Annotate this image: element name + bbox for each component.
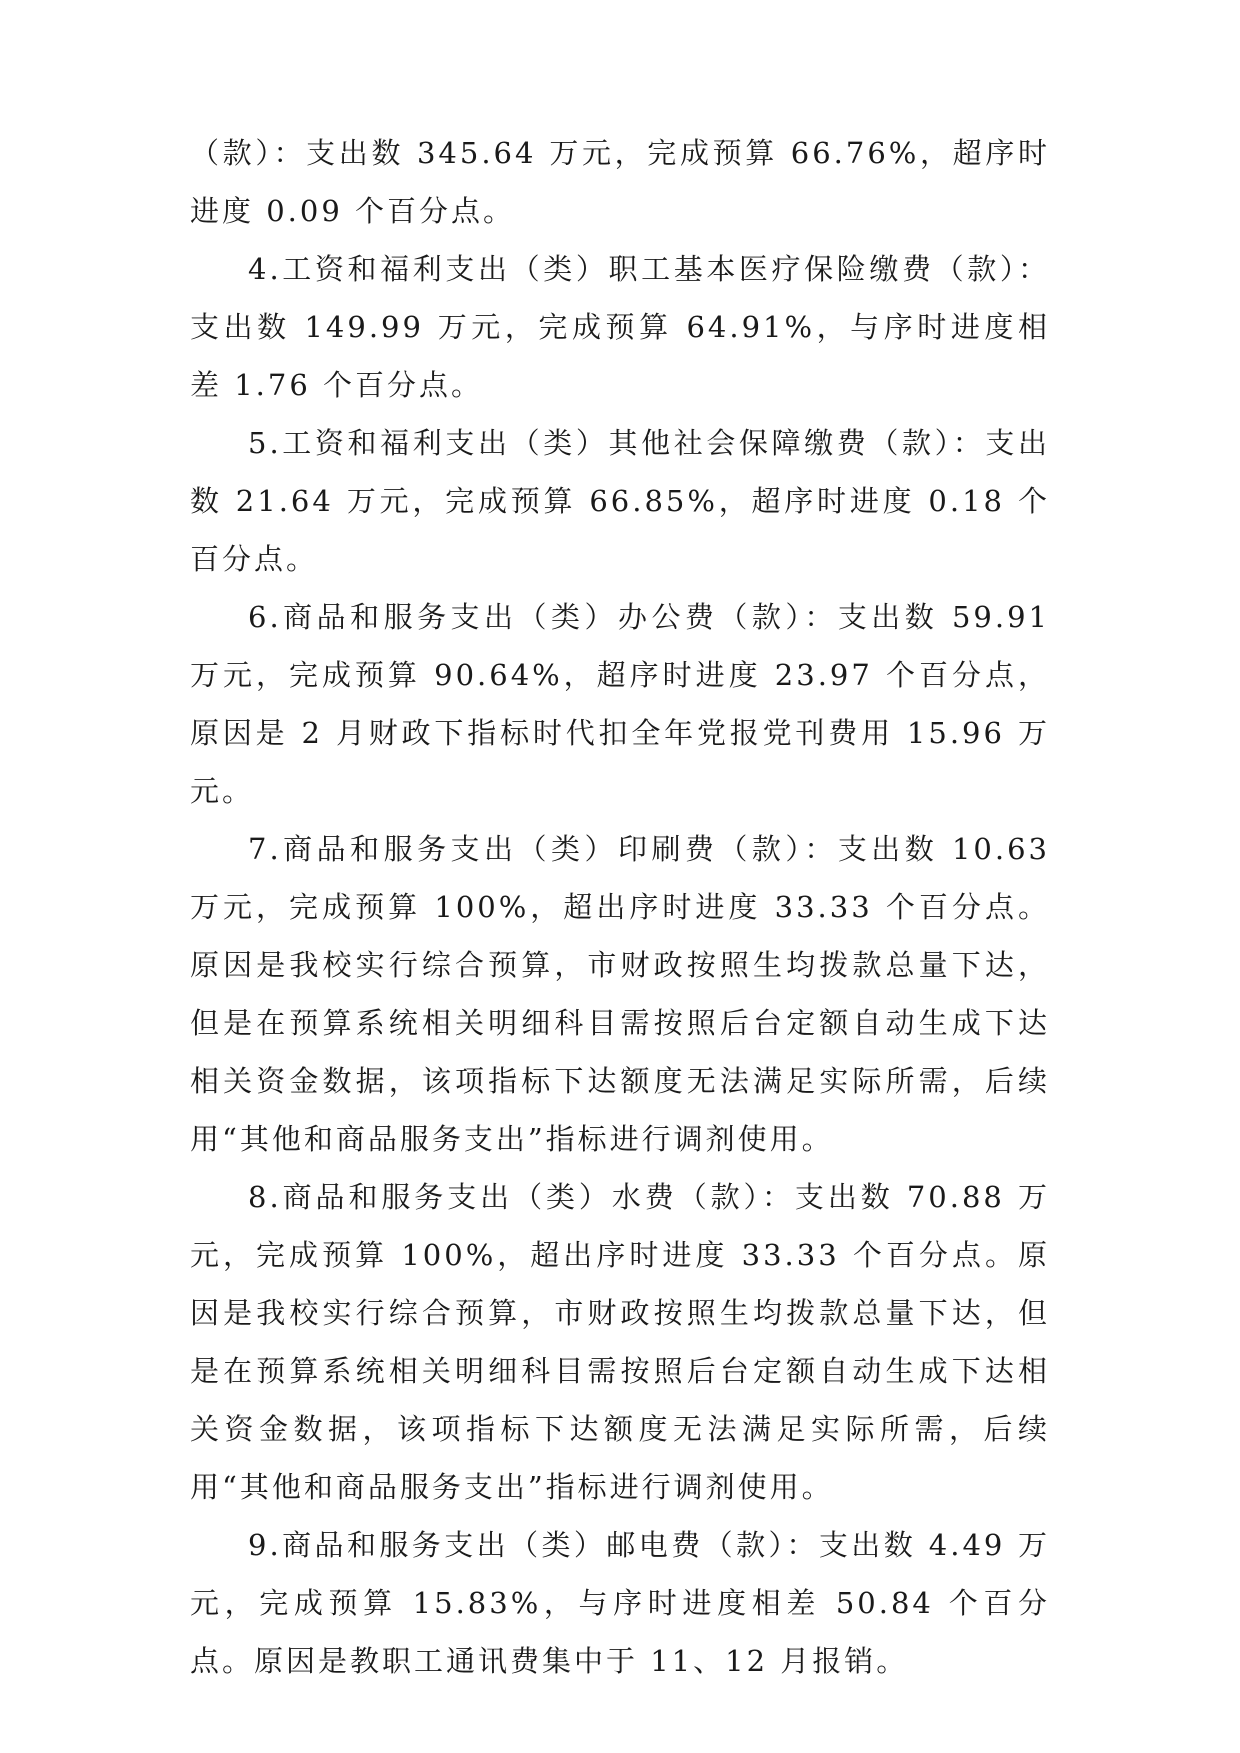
- paragraph-continued: （款）：支出数 345.64 万元，完成预算 66.76%，超序时进度 0.09 个百分点。: [190, 136, 1050, 228]
- paragraph-item-5: 5.工资和福利支出（类）其他社会保障缴费（款）：支出数 21.64 万元，完成预算 66.85%，超序时进度 0.18 个百分点。: [190, 426, 1050, 576]
- paragraph-item-7: 7.商品和服务支出（类）印刷费（款）：支出数 10.63 万元，完成预算 100%，超出序时进度 33.33 个百分点。原因是我校实行综合预算，市财政按照生均拨款总量下达，但是在预算系统相关明细科目需按照后台定额自动生成下达相关资金数据，该项指标下达额度无法满足实际所需，后续用“其他和商品服务支出”指标进行调剂使用。: [190, 832, 1050, 1156]
- document-body: [190, 124, 1050, 1690]
- paragraph-item-9: 9.商品和服务支出（类）邮电费（款）：支出数 4.49 万元，完成预算 15.83%，与序时进度相差 50.84 个百分点。原因是教职工通讯费集中于 11、12 月报销。: [190, 1528, 1050, 1678]
- paragraph-item-8: 8.商品和服务支出（类）水费（款）：支出数 70.88 万元，完成预算 100%，超出序时进度 33.33 个百分点。原因是我校实行综合预算，市财政按照生均拨款总量下达，但是在预算系统相关明细科目需按照后台定额自动生成下达相关资金数据，该项指标下达额度无法满足实际所需，后续用“其他和商品服务支出”指标进行调剂使用。: [190, 1180, 1050, 1504]
- paragraph-item-6: 6.商品和服务支出（类）办公费（款）：支出数 59.91 万元，完成预算 90.64%，超序时进度 23.97 个百分点，原因是 2 月财政下指标时代扣全年党报党刊费用 15.96 万元。: [190, 600, 1050, 808]
- paragraph-item-4: 4.工资和福利支出（类）职工基本医疗保险缴费（款）：支出数 149.99 万元，完成预算 64.91%，与序时进度相差 1.76 个百分点。: [190, 252, 1050, 402]
